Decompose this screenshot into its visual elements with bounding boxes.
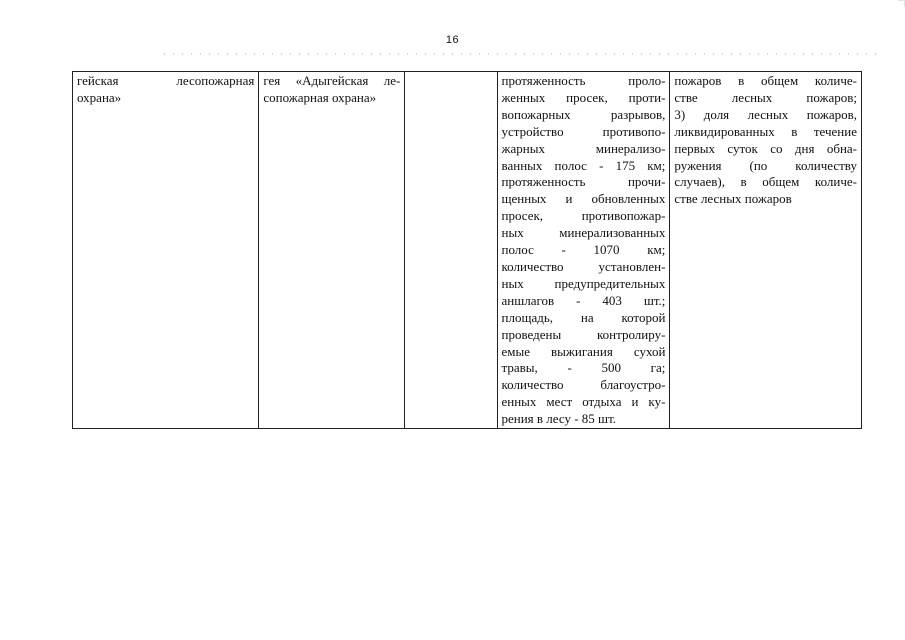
cell-line: количество установлен- [501, 258, 666, 274]
cell-line: аншлагов - 403 шт.; [501, 292, 666, 308]
cell-line: травы, - 500 га; [501, 360, 666, 376]
cell-line: ликвидированных в течение [674, 123, 857, 139]
cell-line: стве лесных пожаров [674, 191, 792, 207]
cell-line: количество благоустро- [501, 377, 666, 393]
table-cell-organization [73, 72, 259, 429]
document-table [72, 71, 862, 429]
cell-line: рения в лесу - 85 шт. [501, 411, 617, 427]
scan-artifact-dots [160, 53, 880, 55]
cell-line: щенных и обновленных [501, 191, 666, 207]
cell-line: полос - 1070 км; [501, 242, 666, 258]
table-cell-activities [497, 72, 670, 429]
scan-corner-mark [898, 0, 905, 7]
cell-line: ных минерализованных [501, 225, 666, 241]
table-cell-indicators [670, 72, 862, 429]
cell-text [263, 73, 400, 107]
page-number: 16 [445, 34, 460, 46]
cell-line: пожаров в общем количе- [674, 73, 857, 88]
cell-line: протяженность прочи- [501, 174, 666, 190]
cell-line: вопожарных разрывов, [501, 106, 666, 122]
cell-line: гея «Адыгейская ле- [263, 73, 401, 88]
cell-text [502, 73, 666, 428]
cell-line: первых суток со дня обна- [674, 140, 857, 156]
cell-line: протяженность проло- [501, 73, 666, 88]
cell-line: ных предупредительных [501, 275, 666, 291]
cell-line: 3) доля лесных пожаров, [674, 106, 857, 122]
cell-line: случаев), в общем количе- [674, 174, 857, 190]
cell-line: ванных полос - 175 км; [501, 157, 666, 173]
cell-line: емые выжигания сухой [501, 343, 666, 359]
table-row [73, 72, 862, 429]
cell-line: гейская лесопожарная [77, 73, 255, 88]
cell-line: стве лесных пожаров; [674, 89, 857, 105]
cell-text [674, 73, 857, 208]
cell-line: проведены контролиру- [501, 326, 666, 342]
cell-line: устройство противопо- [501, 123, 666, 139]
cell-line: охрана» [77, 89, 122, 105]
cell-line: жарных минерализо- [501, 140, 666, 156]
cell-line: просек, противопожар- [501, 208, 666, 224]
table-cell-empty [405, 72, 497, 429]
cell-line: площадь, на которой [501, 309, 666, 325]
table-cell-executor [259, 72, 405, 429]
cell-line: женных просек, проти- [501, 89, 666, 105]
cell-text [77, 73, 254, 107]
cell-line: ружения (по количеству [674, 157, 857, 173]
cell-line: енных мест отдыха и ку- [501, 394, 666, 410]
cell-line: сопожарная охрана» [263, 89, 377, 105]
